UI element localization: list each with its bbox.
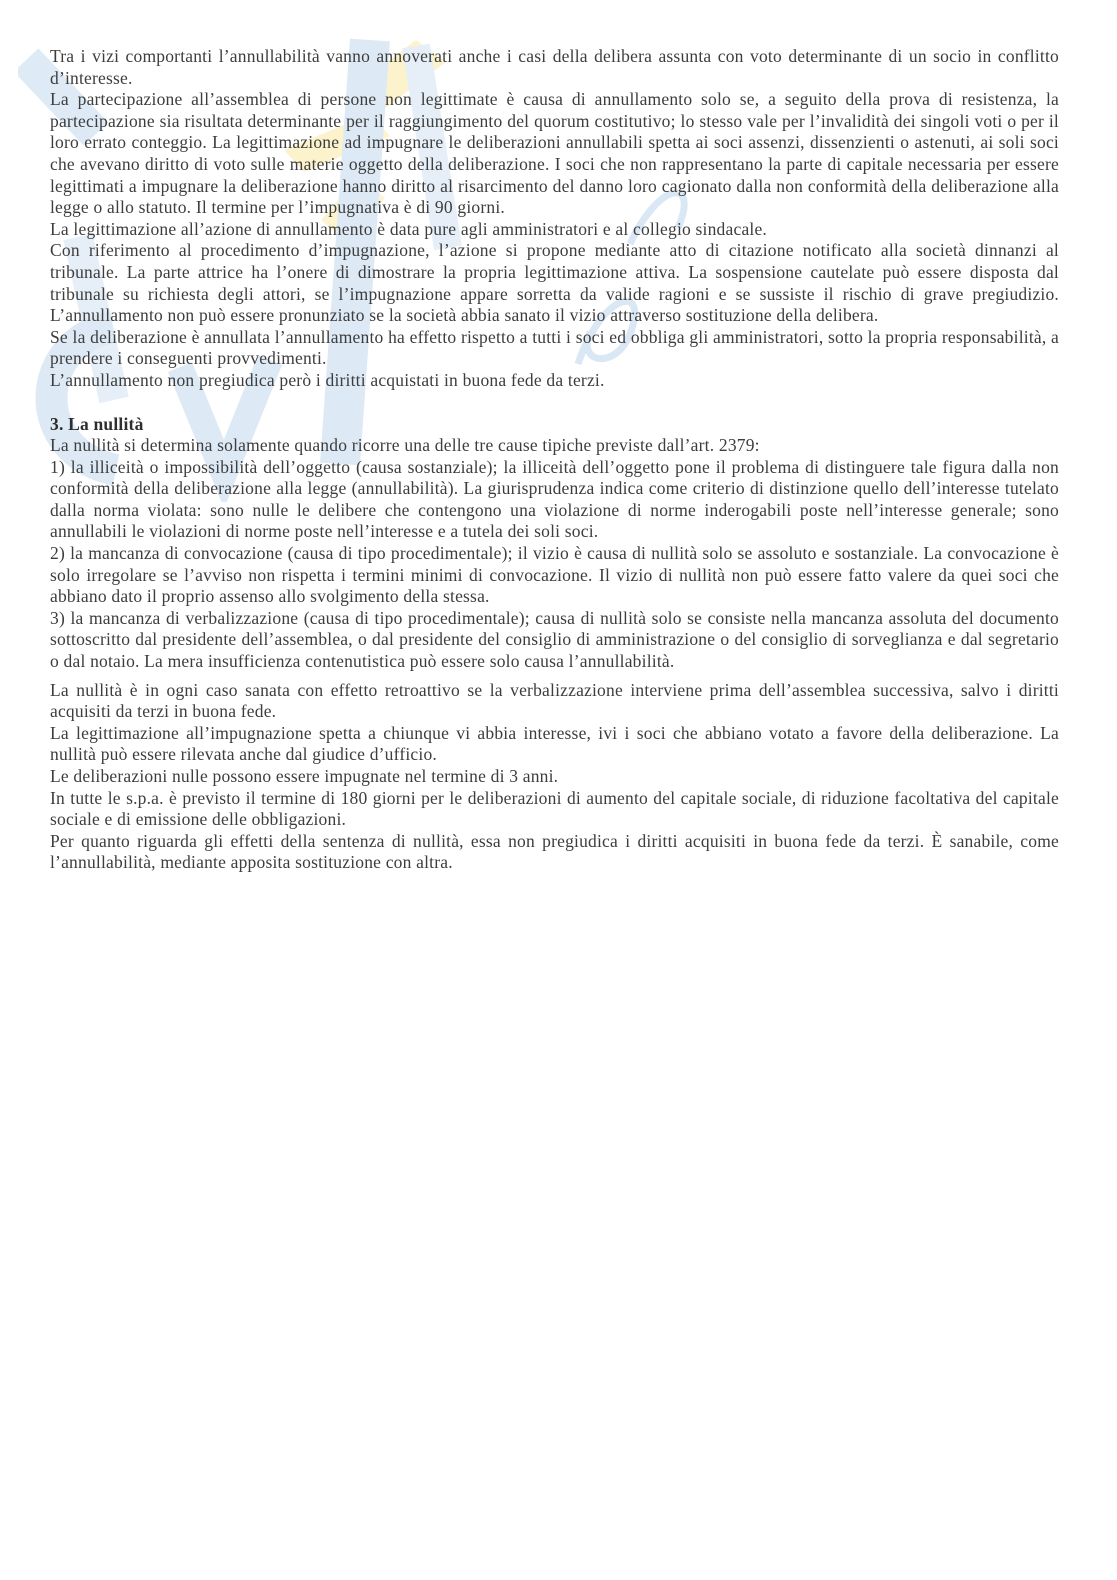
- section-heading-nullita: 3. La nullità: [50, 413, 144, 434]
- paragraph: In tutte le s.p.a. è previsto il termine di 180 giorni per le deliberazioni di aumento del capitale sociale, di riduzione facoltativa del capitale sociale e di emissione delle obbligazioni.: [50, 787, 1059, 830]
- paragraph: Con riferimento al procedimento d’impugnazione, l’azione si propone mediante atto di citazione notificato alla società dinnanzi al tribunale. La parte attrice ha l’onere di dimostrare la propria legittimazione attiva. La sospensione cautelate può essere disposta dal tribunale su richiesta degli attori, se l’impugnazione appare sorretta da valide ragioni e se sussiste il rischio di grave pregiudizio. L’annullamento non può essere pronunziato se la società abbia sanato il vizio attraverso sostituzione della delibera.: [50, 240, 1059, 326]
- paragraph: Tra i vizi comportanti l’annullabilità vanno annoverati anche i casi della delibera assunta con voto determinante di un socio in conflitto d’interesse.: [50, 46, 1059, 88]
- paragraph: 3) la mancanza di verbalizzazione (causa di tipo procedimentale); causa di nullità solo se consiste nella mancanza assoluta del documento sottoscritto dal presidente dell’assemblea, o dal presidente del consiglio di amministrazione o del consiglio di sorveglianza e dal segretario o dal notaio. La mera insufficienza contenutistica può essere solo causa l’annullabilità.: [50, 607, 1059, 672]
- paragraph: La partecipazione all’assemblea di persone non legittimate è causa di annullamento solo se, a seguito della prova di resistenza, la partecipazione sia risultata determinante per il raggiungimento del quorum costitutivo; lo stesso vale per l’invalidità dei singoli voti o per il loro errato conteggio. La legittimazione ad impugnare le deliberazioni annullabili spetta ai soci assenzi, dissenzienti o astenuti, ai soli soci che avevano diritto di voto sulle materie oggetto della deliberazione. I soci che non rappresentano la parte di capitale necessaria per essere legittimati a impugnare la deliberazione hanno diritto al risarcimento del danno loro cagionato dalla non conformità della deliberazione alla legge o allo statuto. Il termine per l’impugnativa è di 90 giorni.: [50, 89, 1059, 218]
- paragraph: La nullità è in ogni caso sanata con effetto retroattivo se la verbalizzazione interviene prima dell’assemblea successiva, salvo i diritti acquisiti da terzi in buona fede.: [50, 679, 1059, 722]
- paragraph: L’annullamento non pregiudica però i diritti acquistati in buona fede da terzi.: [50, 369, 605, 390]
- paragraph: La legittimazione all’azione di annullamento è data pure agli amministratori e al collegio sindacale.: [50, 218, 768, 239]
- paragraph: Per quanto riguarda gli effetti della sentenza di nullità, essa non pregiudica i diritti acquisiti in buona fede da terzi. È sanabile, come l’annullabilità, mediante apposita sostituzione con altra.: [50, 830, 1059, 873]
- paragraph: Se la deliberazione è annullata l’annullamento ha effetto rispetto a tutti i soci ed obbliga gli amministratori, sotto la propria responsabilità, a prendere i conseguenti provvedimenti.: [50, 326, 1059, 369]
- paragraph: Le deliberazioni nulle possono essere impugnate nel termine di 3 anni.: [50, 766, 559, 786]
- paragraph: 2) la mancanza di convocazione (causa di tipo procedimentale); il vizio è causa di nullità solo se assoluto e sostanziale. La convocazione è solo irregolare se l’avviso non rispetta i termini minimi di convocazione. Il vizio di nullità non può essere fatto valere da quei soci che abbiano dato il proprio assenso allo svolgimento della stessa.: [50, 543, 1059, 607]
- paragraph: La nullità si determina solamente quando ricorre una delle tre cause tipiche previste dall’art. 2379:: [50, 435, 760, 456]
- paragraph: La legittimazione all’impugnazione spetta a chiunque vi abbia interesse, ivi i soci che abbiano votato a favore della deliberazione. La nullità può essere rilevata anche dal giudice d’ufficio.: [50, 722, 1059, 765]
- paragraph: 1) la illiceità o impossibilità dell’oggetto (causa sostanziale); la illiceità dell’oggetto pone il problema di distinguere tale figura dalla non conformità della deliberazione alla legge (annullabilità). La giurisprudenza indica come criterio di distinzione quello dell’interesse tutelato dalla norma violata: sono nulle le delibere che contengono una violazione di norme inderogabili poste nell’interesse generale; sono annullabili le violazioni di norme poste nell’interesse e a tutela dei soli soci.: [50, 456, 1059, 542]
